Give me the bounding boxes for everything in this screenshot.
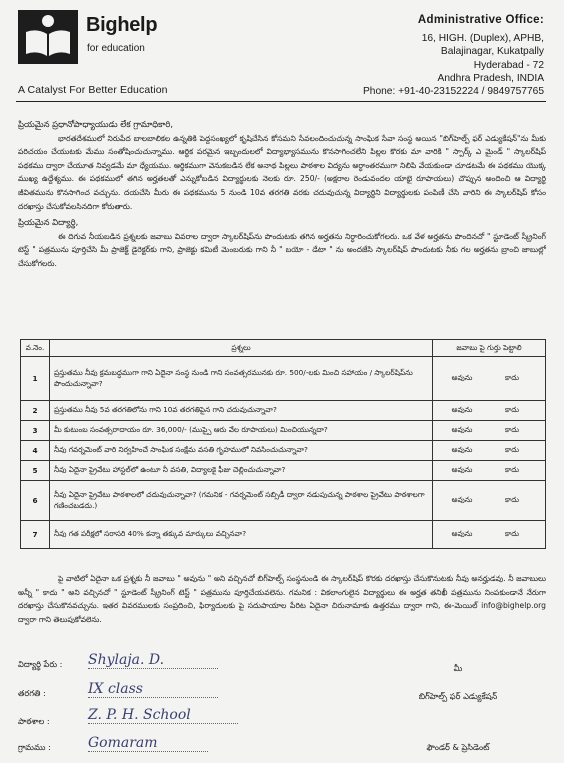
tagline: A Catalyst For Better Education [18,84,168,96]
footer-text: పై వాటిలో ఏదైనా ఒక ప్రశ్నకు నీ జవాబు " అవును " అని వచ్చినచో బిగ్‌హెల్ప్ సంస్థనుండి ఈ స్కాలర్‌షిప్ కొరకు దరఖాస్తు చేసుకొనుటకు నీవు అనర్హుడవు. నీ జవాబులు అన్నీ " కాదు " అని వచ్చినచో " స్టూడెంట్ స్క్రీనింగ్ టెస్ట్ " పత్రమును పూర్తిచేయవలెను. గమనిక : వికలాంగులైన విద్యార్థులు ఈ అర్హత తనిఖీ పత్రమును నింపకుండానే నేరుగా దరఖాస్తు చేసుకొనవచ్చును. ఇతర వివరములకు సంప్రదించి, ఫిర్యాదులకు పై సదుపాయాల పేరిట ఏదైనా చిరునామాకు ఉత్తరము ద్వారా గాని, ఈ-మెయిల్ info@bighelp.org ద్వారా గాని తెలుపుకోవలెను. [18,574,546,624]
greeting: ప్రియమైన ప్రధానోపాధ్యాయుడు లేక గ్రామాధికారి, [18,119,174,129]
row-number: 5 [21,461,50,481]
table-row [21,461,546,481]
class-label: తరగతి : [18,688,46,698]
table-row [21,401,546,421]
student-name-value[interactable]: Shylaja. D. [88,652,218,669]
student-greeting: ప్రియమైన విద్యార్థి, [18,217,79,228]
school-label: పాఠశాల : [18,716,50,726]
answer-options[interactable] [433,481,546,521]
answer-yes[interactable]: అవును [451,465,473,474]
bighelp-logo [18,10,78,64]
table-row [21,441,546,461]
col-header-answer: జవాబు పై గుర్తు పెట్టాలి [433,340,546,357]
col-header-number: వ.నెం. [21,340,50,357]
row-number: 1 [21,357,50,401]
answer-yes[interactable]: అవును [451,495,473,504]
signature-title: ఫౌండర్ & ప్రెసిడెంట్ [426,742,490,752]
answer-yes[interactable]: అవును [451,405,473,414]
row-number: 7 [21,521,50,549]
question-text: నీవు ఏదైనా ప్రైవేటు హాస్టల్‌లో ఉంటూ నీ వసతి, విద్యాలకై ఫీజు చెల్లించుచున్నావా? [50,461,433,481]
header-divider [16,101,546,102]
intro-paragraph [18,132,546,214]
table-row [21,521,546,549]
row-number: 4 [21,441,50,461]
row-number: 6 [21,481,50,521]
phone-line: Phone: +91-40-23152224 / 9849757765 [363,86,544,98]
answer-no[interactable]: కాదు [504,445,519,454]
class-value[interactable]: IX class [88,681,218,698]
question-text: నీవు గత పరీక్షలో సరాసరి 40% కన్నా తక్కువ మార్కులు వచ్చినవా? [50,521,433,549]
row-number: 3 [21,421,50,441]
intro-text: భారతదేశములో నిరుపేద బాలబాలికల ఉన్నతికి పెద్దసంఖ్యలో కృషిచేసిన కోసమని సేవలందించుచున్న సాంఘిక సేవా సంస్థ అయిన "బిగ్‌హెల్ప్ ఫర్ ఎడ్యుకేషన్"ను మీకు పరిచయం చేయుటకు మేము సంతోషించుచున్నాము. ఆర్థిక పరమైన ఇబ్బందులలో విద్యాభ్యాసమును కొనసాగించలేని పిల్లల కొరకు మా వారికి " స్పార్క్ ఎ మైండ్ " స్కాలర్‌షిప్ పథకము ద్వారా చేయూత నివ్వడమే మా ధ్యేయము. ఆర్థికముగా వెనుకబడిన లేక అనాథ పిల్లలు పాఠశాల విద్యను అర్ధాంతరముగా నిలిపి వేయకుండా చూడటమే ఈ పథకము యొక్క ముఖ్య ఉద్దేశ్యము. ఈ పథకములో తగిన అర్హతలతో ఎన్నుకోబడిన విద్యార్థులకు నెలకు రూ. 250/- (అక్షరాల రెండువందల యాభై రూపాయలు) చొప్పున అందించి ఆ విద్యార్థి జీవితమును కొనసాగించ వచ్చును. దయచేసి మీరు ఈ పథకమును 5 నుండి 10వ తరగతి వరకు చదువుచున్న విద్యార్థిని విద్యార్థులకు పంపిణీ చేసి వారిని ఈ స్కాలర్‌షిప్ కోసం దరఖాస్తు చేసుకోవలసినదిగా కోరుతారు. [18,133,546,211]
signature-org: బిగ్‌హెల్ప్ ఫర్ ఎడ్యుకేషన్ [418,691,498,701]
question-text: ప్రస్తుతము నీవు 5వ తరగతిలోను గాని 10వ తరగతిపైన గాని చదువుచున్నావా? [50,401,433,421]
row-number: 2 [21,401,50,421]
book-person-logo-icon [18,10,78,64]
question-text: నీవు ఏదైనా ప్రైవేటు పాఠశాలలో చదువుచున్నావా? (గమనిక - గవర్నమెంట్ సబ్సిడీ ద్వారా నడుపుచున్న పాఠశాల ప్రైవేటు పాఠశాలగా గణించబడదు.) [50,481,433,521]
answer-no[interactable]: కాదు [504,373,519,382]
eligibility-table [20,339,546,549]
answer-yes[interactable]: అవును [451,445,473,454]
question-text: నీవు గవర్నమెంట్ వారి నిర్వహించే సాంఘిక సంక్షేమ వసతి గృహములో నివసించుచున్నావా? [50,441,433,461]
school-value[interactable]: Z. P. H. School [88,707,238,724]
answer-options[interactable] [433,441,546,461]
address-line: Hyderabad - 72 [473,59,544,71]
address-line: Andhra Pradesh, INDIA [437,72,544,84]
answer-yes[interactable]: అవును [451,529,473,538]
answer-options[interactable] [433,521,546,549]
answer-options[interactable] [433,461,546,481]
village-label: గ్రామము : [18,742,51,752]
answer-no[interactable]: కాదు [504,425,519,434]
table-header-row [21,340,546,357]
letter-body [18,118,546,271]
answer-yes[interactable]: అవును [451,425,473,434]
office-heading: Administrative Office: [417,14,544,26]
answer-no[interactable]: కాదు [504,465,519,474]
brand-subtitle: for education [87,43,145,54]
village-value[interactable]: Gomaram [88,735,208,752]
brand-name: Bighelp [86,14,158,36]
answer-no[interactable]: కాదు [504,495,519,504]
address-line: Balajinagar, Kukatpally [440,46,544,58]
answer-options[interactable] [433,357,546,401]
question-text: ప్రస్తుతము నీవు క్రమబద్ధముగా గాని ఏదైనా సంస్థ నుండి గాని సంవత్సరమునకు రూ. 500/-లకు మించి సహాయం / స్కాలర్‌షిప్‌ను పొందుచున్నావా? [50,357,433,401]
col-header-questions: ప్రశ్నలు [50,340,433,357]
address-block [363,14,544,98]
answer-options[interactable] [433,421,546,441]
sign-off: మీ [453,663,463,673]
table-row [21,357,546,401]
answer-no[interactable]: కాదు [504,529,519,538]
student-name-label: విద్యార్థి పేరు : [18,659,63,669]
eligibility-text: ఈ దిగువ నీయబడిన ప్రశ్నలకు జవాబు వివరాల ద్వారా స్కాలర్‌షిప్‌ను పొందుటకు తగిన అర్హతను నిర్ధారించుకోగలరు. ఒక వేళ అర్హతను పొందినచో " స్టూడెంట్ స్క్రీనింగ్ టెస్ట్ " పత్రమును పూర్తిచేసి మీ ప్రాజెక్ట్ డైరెక్టర్‌కు గాని, ప్రాజెక్టు కమిటీ మెంబరుకు గాని నీ " బయో - డేటా " ను అందజేసి స్కాలర్‌షిప్ పొందుటకు నీకు గల అర్హతను బ్రాంచి జాబుల్లో చేసుకోగలరు. [18,231,546,268]
answer-options[interactable] [433,401,546,421]
table-row [21,421,546,441]
answer-yes[interactable]: అవును [451,373,473,382]
eligibility-paragraph [18,230,546,271]
answer-no[interactable]: కాదు [504,405,519,414]
table-row [21,481,546,521]
address-line: 16, HIGH. (Duplex), APHB, [421,33,544,45]
footer-paragraph [18,572,546,626]
question-text: మీ కుటుంబ సంవత్సరాదాయం రూ. 36,000/- (ముప్పై ఆరు వేల రూపాయలు) మించియున్నదా? [50,421,433,441]
